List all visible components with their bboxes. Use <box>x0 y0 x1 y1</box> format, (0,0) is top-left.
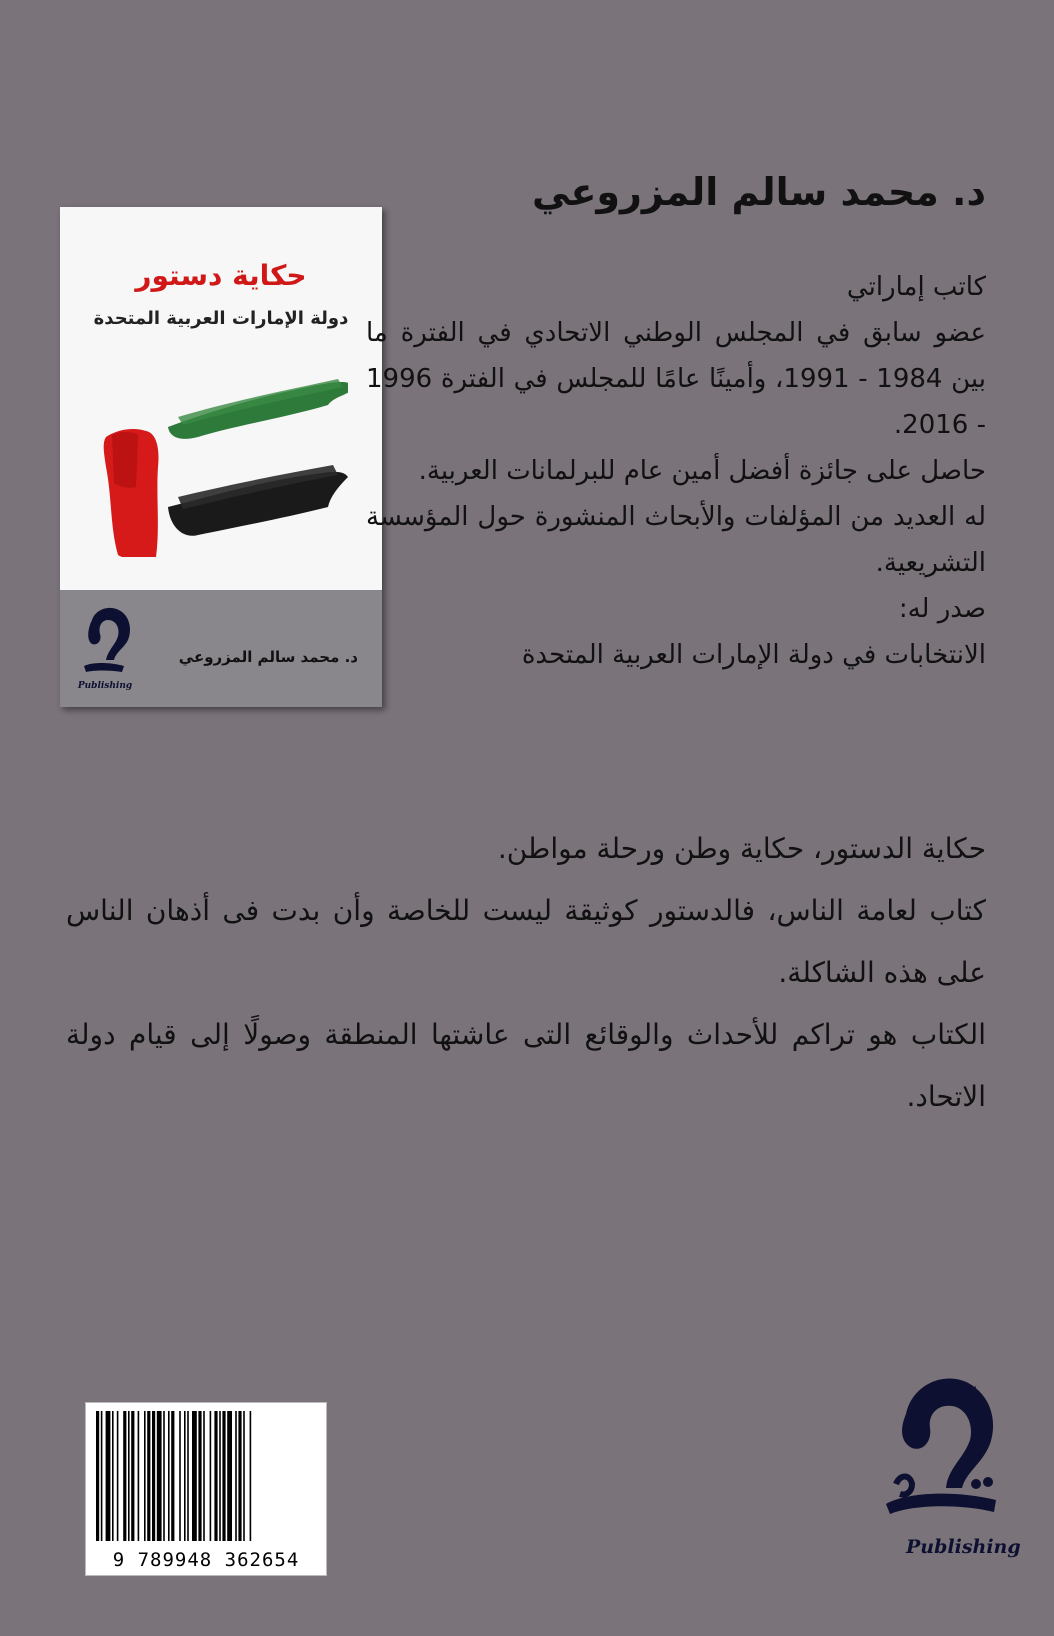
bio-line: الانتخابات في دولة الإمارات العربية المتحدة <box>521 640 986 670</box>
barcode-bar <box>198 1411 201 1541</box>
isbn-barcode <box>85 1402 327 1576</box>
barcode-bar <box>243 1411 245 1541</box>
barcode-bar <box>131 1411 134 1541</box>
barcode-bar <box>210 1411 212 1541</box>
barcode-bar <box>144 1411 146 1541</box>
cover-publisher-text: Publishing <box>77 681 133 691</box>
bio-line: صدر له: <box>898 594 986 624</box>
barcode-bar <box>238 1411 241 1541</box>
barcode-bar <box>112 1411 114 1541</box>
blurb-paragraph: حكاية الدستور، حكاية وطن ورحلة مواطن. <box>497 832 986 865</box>
barcode-bar <box>203 1411 205 1541</box>
barcode-bar <box>152 1411 155 1541</box>
cover-subtitle: دولة الإمارات العربية المتحدة <box>93 308 349 329</box>
barcode-bar <box>163 1411 165 1541</box>
barcode-bar <box>235 1411 237 1541</box>
barcode-bar <box>157 1411 162 1541</box>
barcode-bar <box>179 1411 181 1541</box>
barcode-bars <box>96 1411 316 1541</box>
barcode-bar <box>222 1411 225 1541</box>
barcode-bar <box>219 1411 221 1541</box>
barcode-bar <box>147 1411 150 1541</box>
bio-line: له العديد من المؤلفات والأبحاث المنشورة حول المؤسسة التشريعية. <box>366 502 986 578</box>
horse-head-logo-icon <box>70 600 140 696</box>
cover-title: حكاية دستور <box>135 259 307 292</box>
barcode-bar <box>214 1411 217 1541</box>
author-bio <box>366 264 986 678</box>
cover-bottom-band <box>60 590 382 707</box>
author-name: د. محمد سالم المزروعي <box>532 170 986 214</box>
publisher-logo-text: Publishing <box>906 1536 1021 1558</box>
cover-thumbnail <box>60 207 382 707</box>
barcode-bar <box>187 1411 189 1541</box>
blurb-paragraph: الكتاب هو تراكم للأحداث والوقائع التى عاشتها المنطقة وصولًا إلى قيام دولة الاتحاد. <box>66 1018 986 1113</box>
bio-line: حاصل على جائزة أفضل أمين عام للبرلمانات العربية. <box>418 456 986 486</box>
barcode-bar <box>117 1411 119 1541</box>
publisher-logo-icon <box>866 1364 1014 1564</box>
barcode-bar <box>168 1411 170 1541</box>
barcode-bar <box>128 1411 130 1541</box>
barcode-bar <box>227 1411 232 1541</box>
barcode-bar <box>192 1411 197 1541</box>
bio-line: كاتب إماراتي <box>846 272 986 302</box>
barcode-bar <box>96 1411 99 1541</box>
uae-flag-brushstroke-icon <box>98 357 348 557</box>
barcode-bar <box>106 1411 111 1541</box>
barcode-bar <box>101 1411 103 1541</box>
barcode-bar <box>138 1411 140 1541</box>
book-blurb <box>66 818 986 1128</box>
barcode-bar <box>250 1411 252 1541</box>
bio-line: عضو سابق في المجلس الوطني الاتحادي في الفترة ما بين 1984 - 1991، وأمينًا عامًا للمجلس في الفترة 1996 - 2016. <box>366 318 986 440</box>
barcode-bar <box>184 1411 186 1541</box>
barcode-bar <box>123 1411 126 1541</box>
cover-author: د. محمد سالم المزروعي <box>178 648 358 666</box>
blurb-paragraph: كتاب لعامة الناس، فالدستور كوثيقة ليست للخاصة وأن بدت فى أذهان الناس على هذه الشاكلة. <box>66 894 986 989</box>
isbn-number: 9 789948 362654 <box>112 1549 300 1571</box>
barcode-bar <box>171 1411 174 1541</box>
